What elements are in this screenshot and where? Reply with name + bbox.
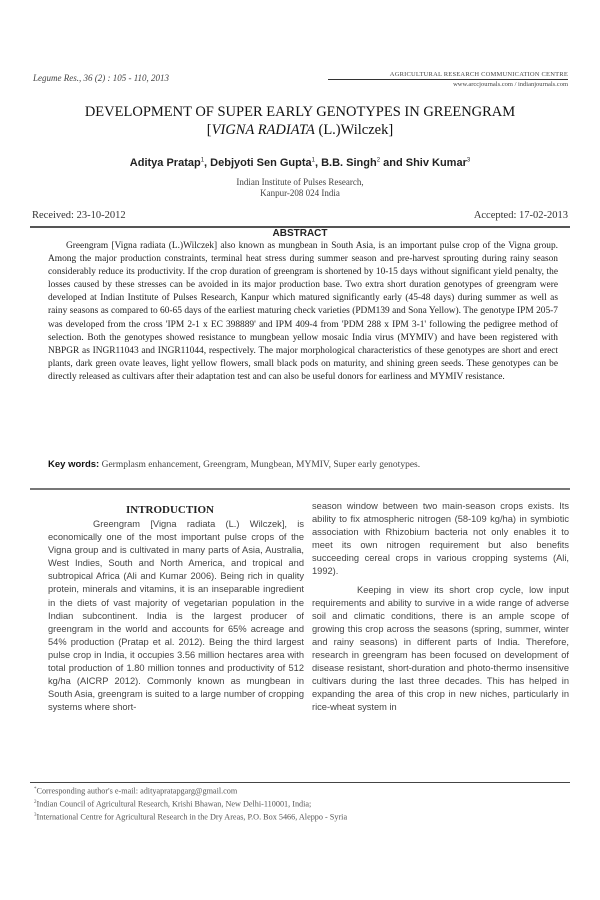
- title-line-2: [0, 121, 600, 139]
- intro-left-column: [48, 518, 304, 714]
- introduction-heading: INTRODUCTION: [125, 504, 214, 516]
- paper-title: [0, 103, 600, 139]
- author: Shiv Kumar$^3$: [405, 157, 471, 169]
- footnote: $^3$International Centre for Agricultural Research in the Dry Areas, P.O. Box 5466, Aleppo - Syria: [34, 813, 348, 823]
- abstract-heading: ABSTRACT: [272, 228, 328, 239]
- title-line-1: DEVELOPMENT OF SUPER EARLY GENOTYPES IN GREENGRAM: [84, 104, 516, 120]
- title-authority: (L.)Wilczek]: [314, 122, 394, 138]
- footnote: *Corresponding author's e-mail: adityapratapgarg@gmail.com: [34, 786, 238, 796]
- journal-citation: Legume Res., 36 (2) : 105 - 110, 2013: [33, 73, 170, 83]
- author: Aditya Pratap$^1$,: [129, 157, 211, 169]
- received-date: Received: 23-10-2012: [32, 210, 126, 221]
- affiliation-line-1: Indian Institute of Pulses Research,: [236, 177, 364, 187]
- keywords-label: Key words:: [48, 459, 100, 470]
- divider-footnotes: [30, 782, 570, 783]
- footnote: $^2$Indian Council of Agricultural Research, Krishi Bhawan, New Delhi-110001, India;: [34, 799, 312, 809]
- title-species: VIGNA RADIATA: [211, 122, 315, 138]
- abstract-text: Greengram [Vigna radiata (L.)Wilczek] also known as mungbean in South Asia, is an important pulse crop of the Vigna group. Among the major production constraints, terminal heat stress during summer season and pre-harvest sprouting during rainy season considerably reduce its productivity. If the crop duration of greengram is shortened by 10-15 days without significant yield penalty, the losses caused by these stresses can be avoided in its major production base. Two extra short duration genotypes of greengram were developed at Indian Institute of Pulses Research, Kanpur which matured significantly early (45-48 days) during summer as well as rainy seasons as compared to 60-65 days of the earliest maturing check varieties (PDM139 and Sona Yellow). The genotype IPM 205-7 was developed from the cross 'IPM 2-1 x EC 398889' and IPM 409-4 from 'PDM 288 x IPM 3-1' following the pedigree method of selection. Both the genotypes showed resistance to mungbean yellow mosaic India virus (MYMIV) and have been registered with NBPGR as INGR11043 and INGR11044, respectively. The major morphological characteristics of these genotypes are short and erect plants, dark green ovate leaves, light yellow flowers, small black pods on maturity, and shining green seeds. These genotypes can be directly released as cultivars after their adaptation test and can also be useful donors for earliness and MYMIV resistance.: [48, 241, 558, 382]
- publisher-urls: www.arccjournals.com / indianjournals.com: [453, 81, 568, 88]
- intro-paragraph: Greengram [Vigna radiata (L.) Wilczek], is economically one of the most important pulse crops of the Vigna group and is cultivated in many parts of Asia, Australia, West Indies, South and North America, and tropical and subtropical Africa (Ali and Kumar 2006). Being rich in quality protein, minerals and vitamins, it is an inseparable ingredient in the diets of vast majority of vegetarian population in the Indian subcontinent. India is the largest producer of greengram in the world and accounts for 65% acreage and 54% production (Pratap et al. 2012). Being the third largest pulse crop in India, it occupies 3.56 million hectares area with total production of 1.80 million tonnes and productivity of 512 kg/ha (AICRP 2012). Commonly known as mungbean in South Asia, greengram is suited to a large number of cropping systems where short-: [48, 519, 304, 713]
- intro-paragraph: season window between two main-season crops exists. Its ability to fix atmospheric nitrogen (58-109 kg/ha) in symbiotic association with Rhizobium bacteria not only enables it to meet its own nitrogen requirement but also benefits succeeding cereal crops in various cropping systems (Ali, 1992).: [312, 501, 569, 577]
- affiliation: [0, 177, 600, 199]
- publisher-block: [328, 71, 568, 88]
- title-bracket: [: [206, 122, 212, 138]
- intro-paragraph: Keeping in view its short crop cycle, low input requirements and ability to survive in a wide range of adverse soil and climatic conditions, there is an ample scope of growing this crop across the seasons (spring, summer, winter and rainy seasons) in different parts of India. Therefore, research in greengram has been focused on development of disease resistant, short-duration and photo-thermo insensitive cultivars during the last three decades. This has helped in expanding the area of this crop in new niches, particularly in rice-wheat system in: [312, 584, 569, 713]
- keywords-text: Germplasm enhancement, Greengram, Mungbean, MYMIV, Super early genotypes.: [99, 460, 421, 470]
- author: B.B. Singh$^2$ and: [321, 157, 406, 169]
- accepted-date: Accepted: 17-02-2013: [473, 210, 568, 221]
- keywords: [48, 459, 568, 470]
- affiliation-line-2: Kanpur-208 024 India: [260, 188, 340, 198]
- publisher-name: AGRICULTURAL RESEARCH COMMUNICATION CENTRE: [328, 71, 568, 80]
- author: Debjyoti Sen Gupta$^1$,: [210, 157, 322, 169]
- intro-right-column: [312, 500, 569, 715]
- footnotes: [34, 784, 574, 824]
- divider-abstract: [30, 488, 570, 490]
- author-list: [0, 157, 600, 169]
